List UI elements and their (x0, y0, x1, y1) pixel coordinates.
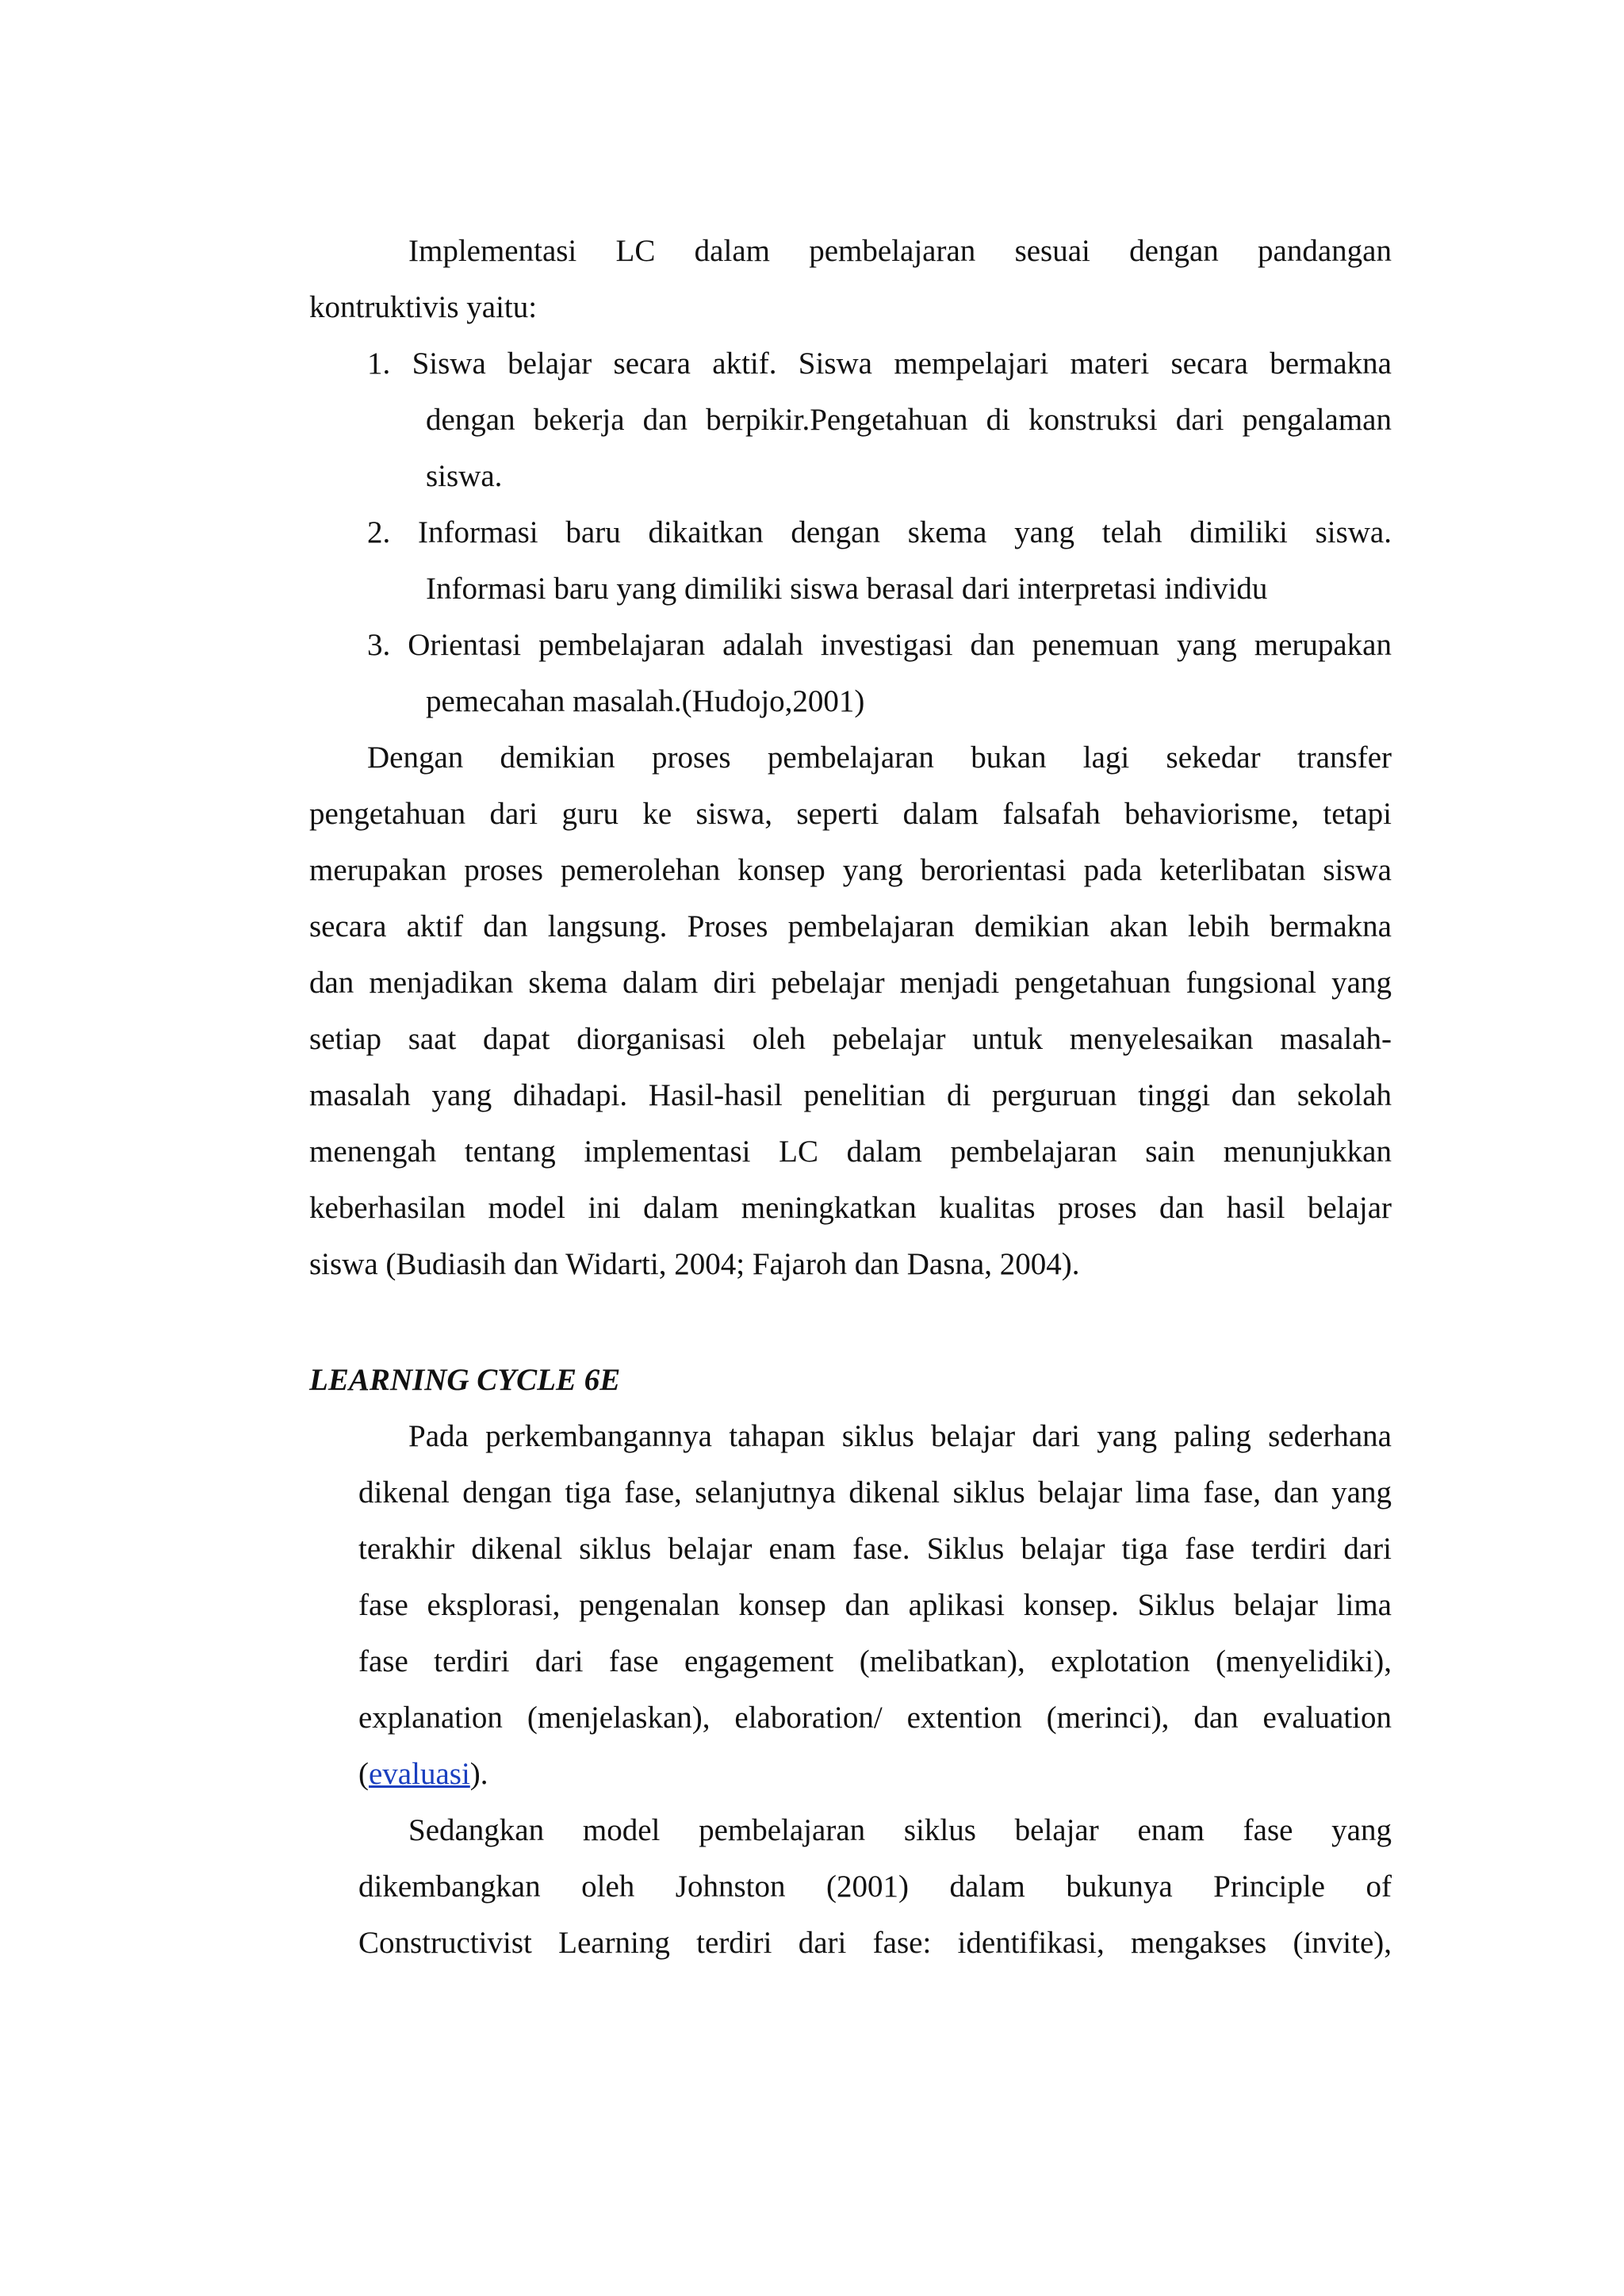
list-item-1-line-1: 1. Siswa belajar secara aktif. Siswa mempelajari materi secara bermakna (367, 346, 1392, 381)
section-heading: LEARNING CYCLE 6E (309, 1363, 621, 1397)
list-item-1-line-2: dengan bekerja dan berpikir.Pengetahuan di konstruksi dari pengalaman (426, 403, 1392, 437)
paragraph-1-line-6: setiap saat dapat diorganisasi oleh pebelajar untuk menyelesaikan masalah- (309, 1022, 1392, 1056)
paragraph-2-line-6: explanation (menjelaskan), elaboration/ extention (merinci), dan evaluation (358, 1701, 1392, 1735)
list-item-3-line-2: pemecahan masalah.(Hudojo,2001) (426, 684, 865, 718)
paragraph-2-line-7 (358, 1755, 488, 1794)
intro-line-2: kontruktivis yaitu: (309, 290, 538, 324)
paragraph-1-line-4: secara aktif dan langsung. Proses pembelajaran demikian akan lebih bermakna (309, 909, 1392, 943)
paragraph-2-line-1: Pada perkembangannya tahapan siklus belajar dari yang paling sederhana (408, 1419, 1392, 1453)
paragraph-3-line-2: dikembangkan oleh Johnston (2001) dalam bukunya Principle of (358, 1869, 1392, 1904)
paragraph-2-line-4: fase eksplorasi, pengenalan konsep dan aplikasi konsep. Siklus belajar lima (358, 1588, 1392, 1622)
paragraph-1-line-5: dan menjadikan skema dalam diri pebelajar menjadi pengetahuan fungsional yang (309, 966, 1392, 1000)
paragraph-3-line-3: Constructivist Learning terdiri dari fase: identifikasi, mengakses (invite), (358, 1926, 1392, 1960)
paragraph-1-line-8: menengah tentang implementasi LC dalam pembelajaran sain menunjukkan (309, 1135, 1392, 1169)
paragraph-2-line-3: terakhir dikenal siklus belajar enam fase. Siklus belajar tiga fase terdiri dari (358, 1532, 1392, 1566)
paragraph-1-line-2: pengetahuan dari guru ke siswa, seperti dalam falsafah behaviorisme, tetapi (309, 797, 1392, 831)
paragraph-2-line-5: fase terdiri dari fase engagement (melibatkan), explotation (menyelidiki), (358, 1644, 1392, 1678)
list-item-3-line-1: 3. Orientasi pembelajaran adalah investigasi dan penemuan yang merupakan (367, 628, 1392, 662)
paragraph-1-line-9: keberhasilan model ini dalam meningkatkan kualitas proses dan hasil belajar (309, 1191, 1392, 1225)
paragraph-1-line-10: siswa (Budiasih dan Widarti, 2004; Fajaroh dan Dasna, 2004). (309, 1247, 1080, 1281)
intro-line-1: Implementasi LC dalam pembelajaran sesuai dengan pandangan (408, 234, 1392, 268)
list-item-1-line-3: siswa. (426, 459, 503, 493)
paren-open: ( (358, 1757, 369, 1791)
paragraph-1-line-3: merupakan proses pemerolehan konsep yang berorientasi pada keterlibatan siswa (309, 853, 1392, 887)
paragraph-3-line-1: Sedangkan model pembelajaran siklus belajar enam fase yang (408, 1813, 1392, 1847)
paragraph-2-line-2: dikenal dengan tiga fase, selanjutnya dikenal siklus belajar lima fase, dan yang (358, 1475, 1392, 1510)
paragraph-1-line-7: masalah yang dihadapi. Hasil-hasil penelitian di perguruan tinggi dan sekolah (309, 1078, 1392, 1112)
paren-close: ). (469, 1757, 488, 1791)
paragraph-1-line-1: Dengan demikian proses pembelajaran bukan lagi sekedar transfer (367, 740, 1392, 775)
evaluasi-link[interactable]: evaluasi (369, 1757, 470, 1791)
list-item-2-line-2: Informasi baru yang dimiliki siswa berasal dari interpretasi individu (426, 572, 1268, 606)
list-item-2-line-1: 2. Informasi baru dikaitkan dengan skema yang telah dimiliki siswa. (367, 515, 1392, 549)
